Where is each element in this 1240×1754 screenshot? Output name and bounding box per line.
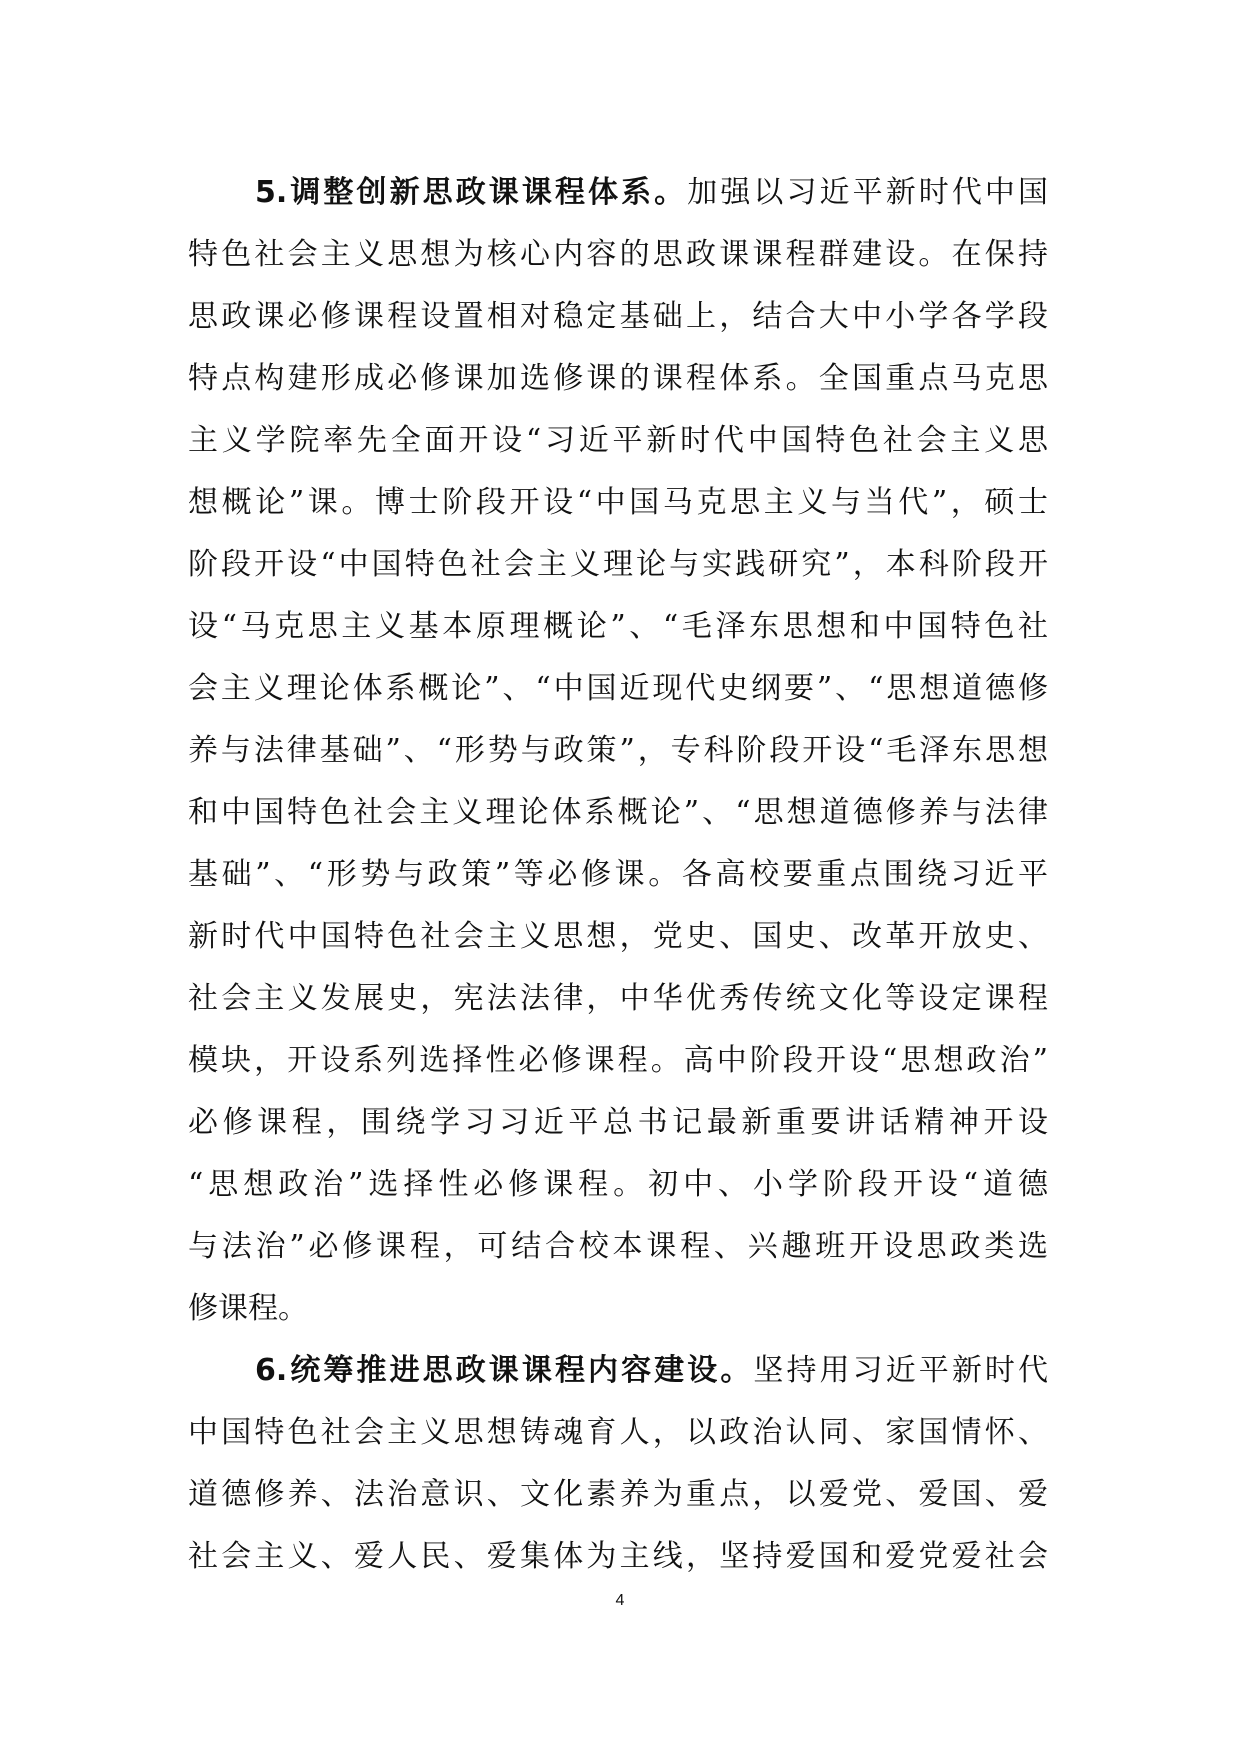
- paragraph-5-line: 会主义理论体系概论”、“中国近现代史纲要”、“思想道德修: [188, 671, 1048, 706]
- paragraph-5-line: “思想政治”选择性必修课程。初中、小学阶段开设“道德: [188, 1167, 1048, 1202]
- paragraph-5-line: 特色社会主义思想为核心内容的思政课课程群建设。在保持: [188, 237, 1048, 272]
- page-number: 4: [615, 1592, 625, 1609]
- paragraph-6-line: 道德修养、法治意识、文化素养为重点，以爱党、爱国、爱: [188, 1477, 1048, 1512]
- document-body: [188, 162, 1048, 1588]
- paragraph-5-line-1: [188, 162, 1048, 224]
- paragraph-6-line-1-text: 坚持用习近平新时代: [753, 1353, 1049, 1388]
- paragraph-5-line: 设“马克思主义基本原理概论”、“毛泽东思想和中国特色社: [188, 609, 1048, 644]
- paragraph-6-line: 社会主义、爱人民、爱集体为主线，坚持爱国和爱党爱社会: [188, 1539, 1048, 1574]
- paragraph-5-line: 必修课程，围绕学习习近平总书记最新重要讲话精神开设: [188, 1105, 1048, 1140]
- paragraph-5-line: 养与法律基础”、“形势与政策”，专科阶段开设“毛泽东思想: [188, 733, 1048, 768]
- paragraph-5-line: 社会主义发展史，宪法法律，中华优秀传统文化等设定课程: [188, 981, 1048, 1016]
- paragraph-5-line: 与法治”必修课程，可结合校本课程、兴趣班开设思政类选: [188, 1229, 1048, 1264]
- paragraph-5-line: 主义学院率先全面开设“习近平新时代中国特色社会主义思: [188, 423, 1048, 458]
- paragraph-5-line: 想概论”课。博士阶段开设“中国马克思主义与当代”，硕士: [188, 485, 1048, 520]
- paragraph-5-heading: 5.调整创新思政课课程体系。: [255, 175, 688, 210]
- paragraph-6-line: 中国特色社会主义思想铸魂育人，以政治认同、家国情怀、: [188, 1415, 1048, 1450]
- paragraph-5-line: 模块，开设系列选择性必修课程。高中阶段开设“思想政治”: [188, 1043, 1048, 1078]
- paragraph-5-line: 特点构建形成必修课加选修课的课程体系。全国重点马克思: [188, 361, 1048, 396]
- paragraph-5-line: 基础”、“形势与政策”等必修课。各高校要重点围绕习近平: [188, 857, 1048, 892]
- paragraph-5-last-line: 修课程。: [188, 1291, 308, 1326]
- paragraph-5-line-1-text: 加强以习近平新时代中国: [687, 175, 1048, 210]
- paragraph-5-line: 新时代中国特色社会主义思想，党史、国史、改革开放史、: [188, 919, 1048, 954]
- paragraph-6-heading: 6.统筹推进思政课课程内容建设。: [255, 1353, 754, 1388]
- paragraph-5-line: 和中国特色社会主义理论体系概论”、“思想道德修养与法律: [188, 795, 1048, 830]
- paragraph-6-line-1: [188, 1340, 1048, 1402]
- paragraph-5-line: 阶段开设“中国特色社会主义理论与实践研究”，本科阶段开: [188, 547, 1048, 582]
- paragraph-5-line: 思政课必修课程设置相对稳定基础上，结合大中小学各学段: [188, 299, 1048, 334]
